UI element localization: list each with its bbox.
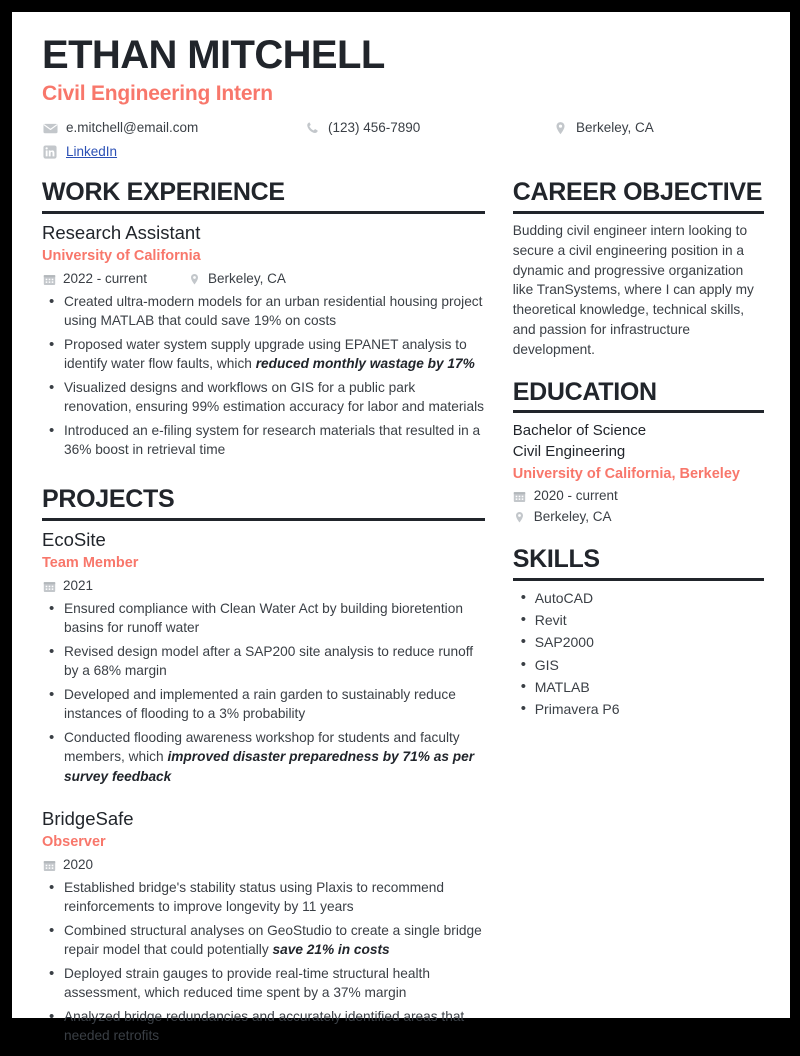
work-entry: [42, 221, 485, 460]
section-divider: [513, 410, 764, 413]
work-entry-date-text: 2022 - current: [63, 270, 148, 286]
work-experience-heading: WORK EXPERIENCE: [42, 178, 285, 207]
section-education: [513, 378, 764, 527]
resume-header: [42, 34, 764, 164]
project-entry-bullets: [42, 599, 485, 786]
calendar-icon: [42, 273, 56, 286]
list-item: [42, 878, 485, 917]
contact-linkedin-link[interactable]: LinkedIn: [66, 144, 118, 160]
section-skills: [513, 545, 764, 719]
list-item: [42, 685, 485, 724]
section-divider: [42, 518, 485, 521]
education-heading: EDUCATION: [512, 377, 657, 406]
section-divider: [42, 211, 485, 214]
contact-phone[interactable]: [304, 116, 552, 140]
bullet-text: Developed and implemented a rain garden to sustainably reduce instances of flooding to a 3% probability: [64, 686, 456, 722]
list-item: • MATLAB: [513, 677, 764, 697]
bullet-emphasis: save 21% in costs: [272, 942, 390, 958]
education-degree: Bachelor of Science: [512, 422, 647, 440]
right-column: [503, 178, 764, 721]
career-objective-heading: CAREER OBJECTIVE: [512, 178, 763, 207]
section-divider: [513, 578, 764, 581]
list-item: [42, 292, 485, 331]
project-entry-role: Observer: [42, 834, 106, 851]
calendar-icon: [42, 580, 56, 593]
skills-heading: SKILLS: [512, 545, 600, 574]
project-entry-title: BridgeSafe: [42, 807, 134, 829]
project-entry: [42, 807, 485, 1046]
list-item: • GIS: [513, 655, 764, 675]
project-entry-meta: [42, 577, 485, 596]
education-date-text: 2020 - current: [533, 488, 618, 504]
education-school: University of California, Berkeley: [512, 466, 740, 483]
contact-phone-text: (123) 456-7890: [328, 120, 421, 136]
project-entry: [42, 528, 485, 786]
list-item: [42, 728, 485, 786]
list-item: [42, 378, 485, 417]
list-item: • Revit: [513, 610, 764, 630]
education-location-text: Berkeley, CA: [533, 509, 612, 525]
work-entry-title: Research Assistant: [42, 221, 201, 243]
list-item: [42, 599, 485, 638]
resume-body: [42, 178, 764, 1055]
section-career-objective: [513, 178, 764, 360]
contact-location-text: Berkeley, CA: [576, 120, 654, 136]
list-item: • SAP2000: [513, 632, 764, 652]
envelope-icon: [42, 121, 58, 136]
bullet-text: Ensured compliance with Clean Water Act by building bioretention basins for runoff water: [64, 600, 463, 636]
list-item: • AutoCAD: [513, 588, 764, 608]
project-entry-title: EcoSite: [42, 528, 106, 550]
education-meta: [513, 487, 764, 527]
contact-linkedin[interactable]: [42, 140, 304, 164]
contact-location: [552, 116, 752, 140]
education-date: [513, 487, 764, 506]
education-location: [513, 508, 764, 527]
list-item: [42, 421, 485, 460]
location-pin-icon: [552, 121, 568, 136]
spacer: [42, 469, 485, 485]
bullet-text: Established bridge's stability status using Plaxis to recommend reinforcements to improve longevity by 11 years: [64, 879, 444, 915]
list-item: • Primavera P6: [513, 699, 764, 719]
bullet-emphasis: reduced monthly wastage by 17%: [255, 356, 475, 372]
calendar-icon: [42, 859, 56, 872]
phone-icon: [304, 121, 320, 136]
bullet-text: Combined structural analyses on GeoStudio to create a single bridge repair model that could potentially: [64, 922, 482, 958]
bullet-text: Conducted flooding awareness workshop for students and faculty members, which: [64, 729, 460, 765]
spacer: [513, 362, 764, 378]
bullet-text: Proposed water system supply upgrade using EPANET analysis to identify water flow faults, which: [64, 336, 467, 372]
project-entry-date-text: 2020: [63, 857, 94, 873]
calendar-icon: [513, 490, 527, 503]
bullet-emphasis: improved disaster preparedness by 71% as per survey feedback: [64, 749, 475, 784]
project-entry-role: Team Member: [42, 555, 139, 571]
linkedin-icon: [42, 145, 58, 159]
list-item: [42, 642, 485, 681]
contact-info-grid: [42, 116, 764, 164]
left-column: [42, 178, 503, 1055]
bullet-text: Analyzed bridge redundancies and accurately identified areas that needed retrofits: [64, 1008, 465, 1044]
project-entry-date-text: 2021: [63, 578, 94, 594]
spacer: [42, 796, 485, 807]
section-divider: [513, 211, 764, 214]
bullet-text: Introduced an e-filing system for research materials that resulted in a 36% boost in retrieval time: [64, 422, 481, 457]
contact-email[interactable]: [42, 116, 304, 140]
contact-email-text: e.mitchell@email.com: [66, 120, 199, 136]
skills-list: [513, 588, 764, 720]
career-objective-text: Budding civil engineer intern looking to secure a civil engineering position in a dynamic and progressive organization like TranSystems, where I can apply my theoretical knowledge, technical skills, and passion for infrastructure development.: [512, 222, 754, 358]
project-entry-meta: [42, 856, 485, 875]
candidate-job-title: Civil Engineering Intern: [42, 82, 273, 106]
location-pin-icon: [187, 273, 201, 286]
work-entry-location: [187, 270, 286, 289]
bullet-text: Revised design model after a SAP200 site analysis to reduce runoff by a 68% margin: [64, 643, 474, 679]
resume-page: [12, 12, 790, 1044]
list-item: [42, 1007, 485, 1046]
work-entry-location-text: Berkeley, CA: [208, 270, 286, 286]
project-entry-date: [42, 577, 93, 596]
work-entry-date: [42, 270, 147, 289]
project-entry-date: [42, 856, 93, 875]
project-entry-bullets: [42, 878, 485, 1046]
spacer: [513, 529, 764, 545]
location-pin-icon: [513, 511, 527, 524]
bullet-text: Visualized designs and workflows on GIS for a public park renovation, ensuring 99% estimation accuracy for labor and materials: [64, 379, 484, 415]
education-field: Civil Engineering: [512, 443, 626, 461]
work-entry-organization: University of California: [42, 247, 201, 264]
work-entry-meta: [42, 270, 485, 289]
bullet-text: Created ultra-modern models for an urban residential housing project using MATLAB that could save 19% on costs: [64, 293, 483, 329]
projects-heading: PROJECTS: [42, 485, 175, 514]
list-item: [42, 964, 485, 1003]
work-entry-bullets: [42, 292, 485, 460]
list-item: [42, 335, 485, 374]
bullet-text: Deployed strain gauges to provide real-time structural health assessment, which reduced time spent by a 37% margin: [64, 965, 430, 1001]
list-item: [42, 921, 485, 960]
section-projects: [42, 485, 485, 1045]
candidate-name: ETHAN MITCHELL: [42, 33, 385, 77]
section-work-experience: [42, 178, 485, 459]
